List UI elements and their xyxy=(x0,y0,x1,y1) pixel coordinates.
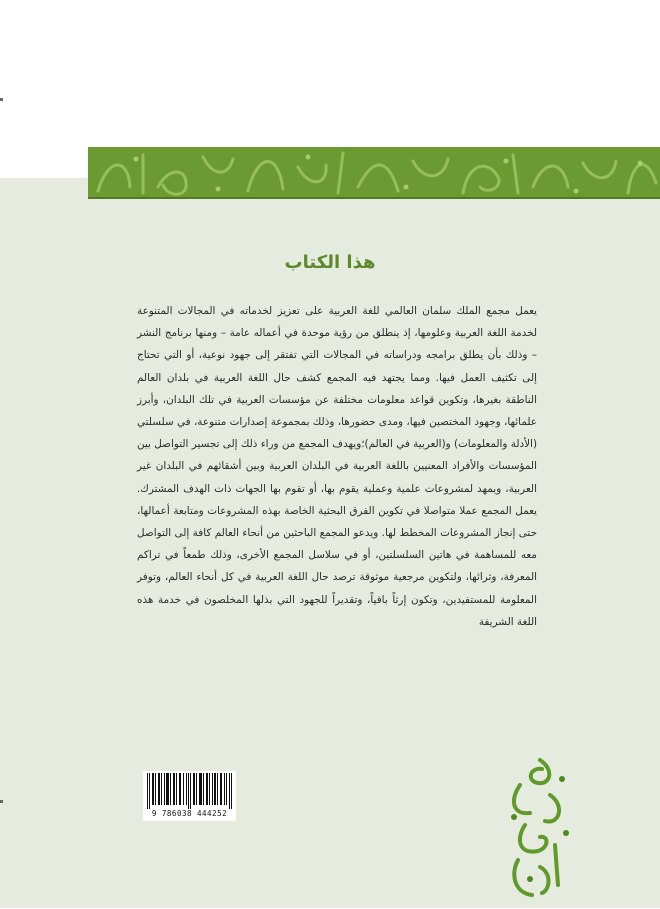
crop-mark xyxy=(0,98,3,101)
isbn-barcode xyxy=(143,771,236,821)
book-description: يعمل مجمع الملك سلمان العالمي للغة العربية على تعزيز لخدماته في المجالات المتنوعة لخدمة اللغة العربية وعلومها، إذ ينطلق من رؤية موحدة في أعماله عامة – ومنها برنامج النشر – وذلك بأن يطلق برامجه ودراساته في المجالات التي تفتقر إلى جهود نوعية، أو التي تحتاج إلى تكثيف العمل فيها. ومما يجتهد فيه المجمع كشف حال اللغة العربية في بلدان العالم الناطقة بغيرها، وتكوين قواعد معلومات مختلفة عن مؤسسات العربية في تلك البلدان، وأبرز علمائها، وجهود المختصين فيها، ومدى حضورها، وذلك بمجموعة إصدارات متنوعة، في سلسلتي (الأدلة والمعلومات) و(العربية في العالم)؛ويهدف المجمع من وراء ذلك إلى تجسير التواصل بين المؤسسات والأفراد المعنيين باللغة العربية في البلدان العربية وبين أشقائهم في البلدان غير العربية، ويمهد لمشروعات علمية وعملية يقوم بها، أو تقوم بها الجهات ذات الهدف المشترك. يعمل المجمع عملا متواصلا في تكوين الفرق البحثية الخاصة بهذه المشروعات ومتابعة أعمالها، حتى إنجاز المشروعات المخطط لها. ويدعو المجمع الباحثين من أنحاء العالم كافة إلى التواصل معه للمساهمة في هاتين السلسلتين، أو في سلاسل المجمع الأخرى، وذلك طمعاً في تراكم المعرفة، وثرائها، ولتكوين مرجعية موثوقة ترصد حال اللغة العربية في كل أنحاء العالم، وتوفر المعلومة للمستفيدين، وتكون إرثاً باقياً، وتقديراً للجهود التي بذلها المخلصون في خدمة هذه اللغة الشريفة xyxy=(137,305,537,628)
calligraphy-ornament xyxy=(500,755,580,905)
calligraphy-banner xyxy=(88,147,660,199)
arabic-calligraphy-pattern-icon xyxy=(88,147,660,199)
calligraphy-ornament-icon xyxy=(500,755,580,905)
barcode-bars xyxy=(146,773,233,809)
banner-divider xyxy=(88,197,660,199)
isbn-number: 9 786038 444252 xyxy=(151,809,228,818)
section-title: هذا الكتاب xyxy=(284,252,376,273)
crop-mark xyxy=(0,800,3,803)
